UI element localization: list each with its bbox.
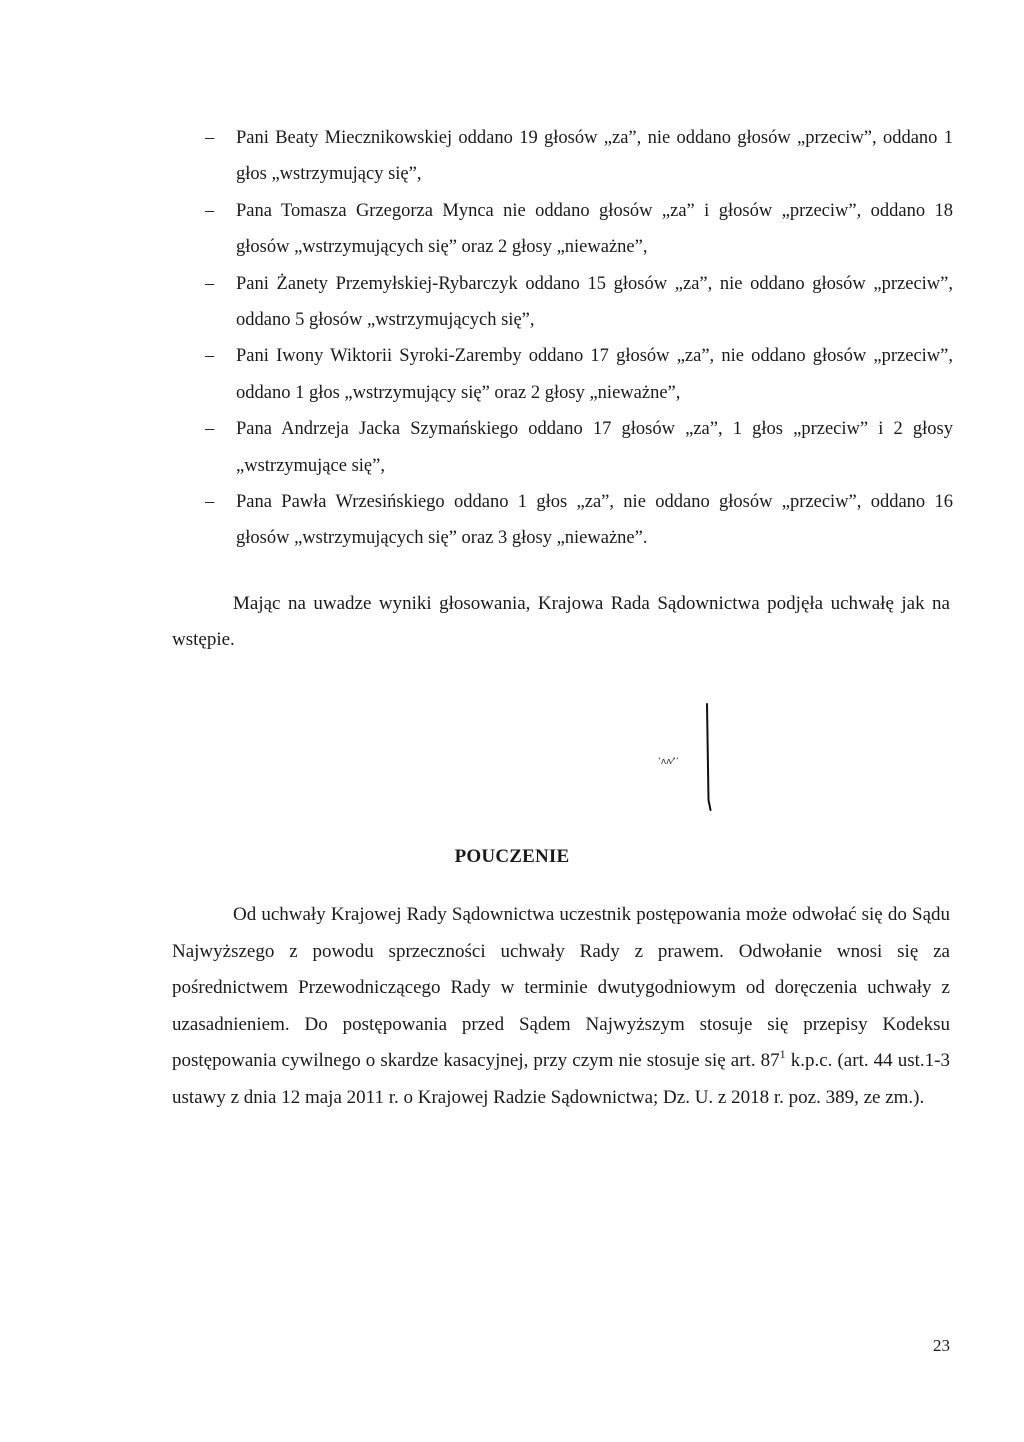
list-item	[205, 266, 953, 339]
summary-text: Mając na uwadze wyniki głosowania, Krajowa Rada Sądownictwa podjęła uchwałę jak na wstępie.	[172, 593, 950, 650]
signature-graphic	[650, 700, 760, 820]
list-item-text: Pana Tomasza Grzegorza Mynca nie oddano głosów „za” i głosów „przeciw”, oddano 18 głosów „wstrzymujących się” oraz 2 głosy „nieważne”,	[236, 200, 953, 258]
signature	[650, 700, 760, 820]
list-item-text: Pani Żanety Przemyłskiej-Rybarczyk oddano 15 głosów „za”, nie oddano głosów „przeciw”, oddano 5 głosów „wstrzymujących się”,	[236, 273, 953, 331]
list-item	[205, 193, 953, 266]
instruction-text-start: Od uchwały Krajowej Rady Sądownictwa uczestnik postępowania może odwołać się do Sądu Najwyższego z powodu sprzeczności uchwały Rady z prawem. Odwołanie wnosi się za pośrednictwem Przewodniczącego Rady w terminie dwutygodniowym od doręczenia uchwały z uzasadnieniem. Do postępowania przed Sądem Najwyższym stosuje się przepisy Kodeksu postępowania cywilnego o skardze kasacyjnej, przy czym nie stosuje się art. 87	[172, 904, 950, 1072]
list-item	[205, 120, 953, 193]
list-item-text: Pana Andrzeja Jacka Szymańskiego oddano 17 głosów „za”, 1 głos „przeciw” i 2 głosy „wstrzymujące się”,	[236, 419, 953, 476]
list-item	[205, 411, 953, 484]
instruction-heading: POUCZENIE	[454, 846, 570, 867]
instruction-paragraph	[172, 897, 950, 1117]
list-dash: –	[205, 492, 215, 513]
list-dash: –	[205, 200, 215, 221]
voting-results-list	[205, 120, 953, 557]
resolution-summary	[172, 586, 950, 658]
list-item	[205, 484, 953, 557]
article-superscript: 1	[779, 1047, 786, 1062]
list-dash: –	[205, 273, 215, 294]
signature-scribble: ʼʌʌ⁄ʼʼ	[658, 757, 679, 767]
list-dash: –	[205, 346, 215, 367]
list-dash: –	[205, 419, 215, 440]
page-number: 23	[933, 1336, 950, 1355]
instruction-text-end: k.p.c. (art. 44 ust.1-3 ustawy z dnia 12 maja 2011 r. o Krajowej Radzie Sądownictwa; Dz. U. z 2018 r. poz. 389, ze zm.).	[172, 1050, 950, 1108]
list-item-text: Pana Pawła Wrzesińskiego oddano 1 głos „za”, nie oddano głosów „przeciw”, oddano 16 głosów „wstrzymujących się” oraz 3 głosy „nieważne”.	[236, 492, 953, 549]
list-item	[205, 338, 953, 411]
list-dash: –	[205, 128, 215, 148]
list-item-text: Pani Iwony Wiktorii Syroki-Zaremby oddano 17 głosów „za”, nie oddano głosów „przeciw”, oddano 1 głos „wstrzymujący się” oraz 2 głosy „nieważne”,	[236, 346, 953, 403]
list-item-text: Pani Beaty Miecznikowskiej oddano 19 głosów „za”, nie oddano głosów „przeciw”, oddano 1 głos „wstrzymujący się”,	[236, 128, 953, 185]
